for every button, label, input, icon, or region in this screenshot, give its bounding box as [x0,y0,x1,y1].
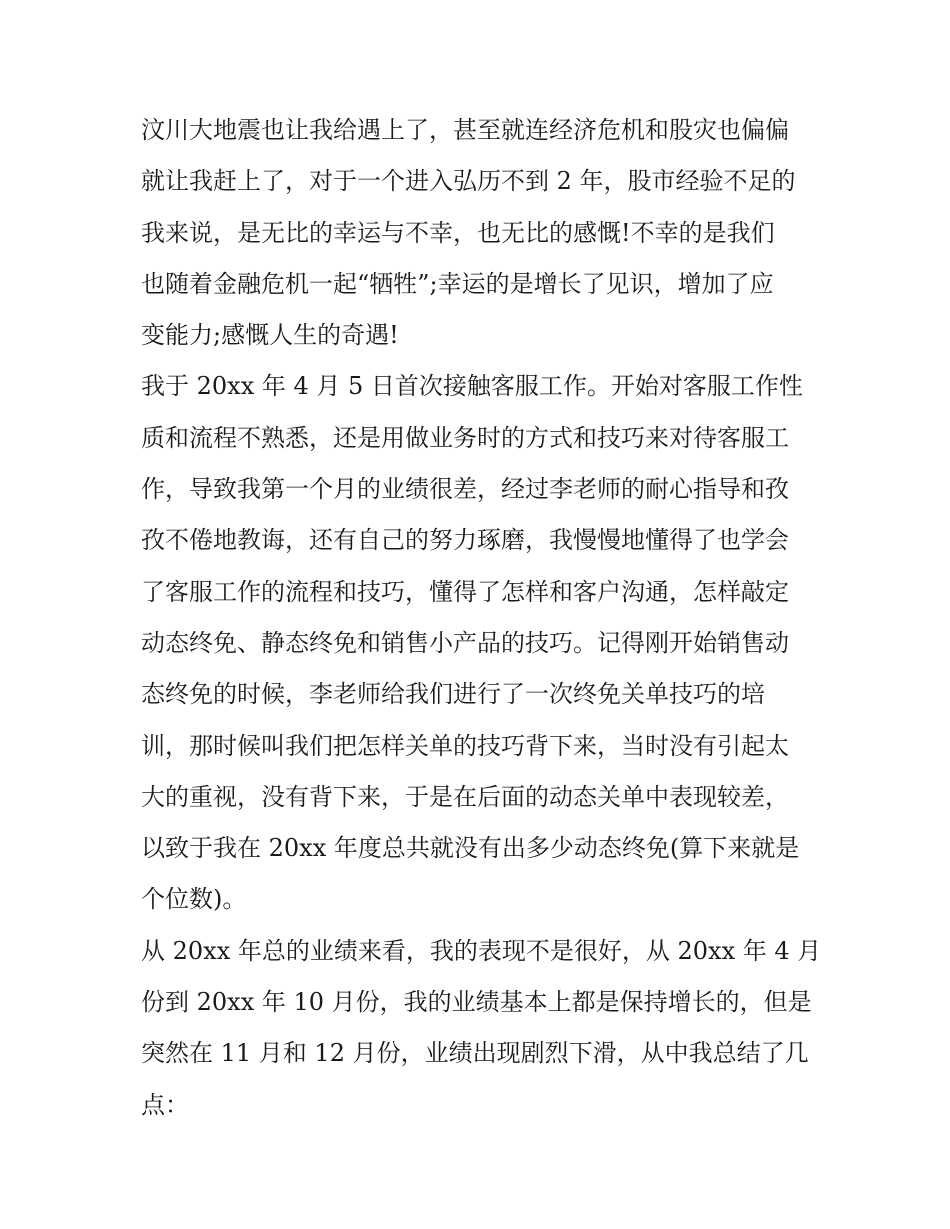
text-line: 点： [141,1090,189,1119]
text-line: 也随着金融危机一起“牺牲”;幸运的是增长了见识，增加了应 [141,269,774,298]
text-line: 作，导致我第一个月的业绩很差，经过李老师的耐心指导和孜 [141,475,789,504]
text-line: 突然在 11 月和 12 月份，业绩出现剧烈下滑，从中我总结了几 [141,1039,809,1068]
text-line: 个位数)。 [141,885,247,914]
text-line: 了客服工作的流程和技巧，懂得了怎样和客户沟通，怎样敲定 [141,577,789,606]
paragraph-performance [141,926,821,1131]
text-line: 动态终免、静态终免和销售小产品的技巧。记得刚开始销售动 [141,628,789,657]
text-line: 从 20xx 年总的业绩来看，我的表现不是很好，从 20xx 年 4 月 [141,936,822,965]
text-line: 就让我赶上了，对于一个进入弘历不到 2 年，股市经验不足的 [141,167,796,196]
paragraph-customer-service [141,361,821,925]
text-line: 质和流程不熟悉，还是用做业务时的方式和技巧来对待客服工 [141,423,789,452]
document-body [141,105,821,1131]
text-line: 大的重视，没有背下来，于是在后面的动态关单中表现较差， [141,782,789,811]
text-line: 变能力;感慨人生的奇遇! [141,321,399,350]
text-line: 汶川大地震也让我给遇上了，甚至就连经济危机和股灾也偏偏 [141,116,789,144]
text-line: 我来说，是无比的幸运与不幸，也无比的感慨!不幸的是我们 [141,218,775,247]
text-line: 孜不倦地教诲，还有自己的努力琢磨，我慢慢地懂得了也学会 [141,526,789,555]
text-line: 份到 20xx 年 10 月份，我的业绩基本上都是保持增长的，但是 [141,988,812,1017]
text-line: 以致于我在 20xx 年度总共就没有出多少动态终免(算下来就是 [141,834,800,863]
paragraph-wenchuan [141,105,821,361]
text-line: 态终免的时候，李老师给我们进行了一次终免关单技巧的培 [141,680,765,709]
text-line: 我于 20xx 年 4 月 5 日首次接触客服工作。开始对客服工作性 [141,372,803,401]
text-line: 训，那时候叫我们把怎样关单的技巧背下来，当时没有引起太 [141,731,789,760]
